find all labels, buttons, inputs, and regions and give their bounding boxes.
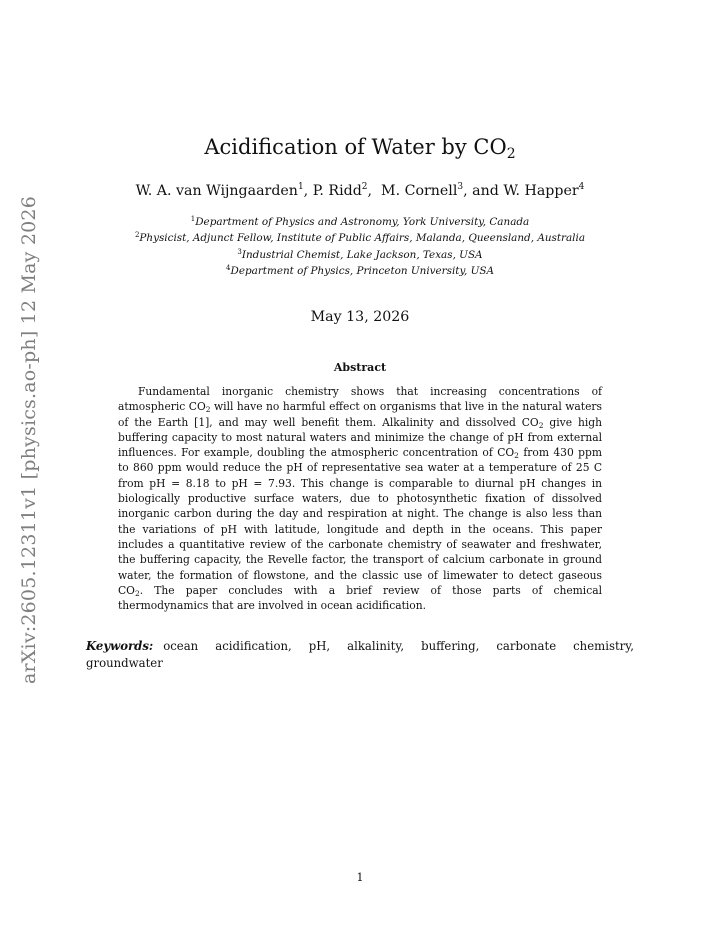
author-affiliation-mark: 3 [457,182,464,192]
subscript: 2 [538,420,544,430]
affiliation-text: Department of Physics and Astronomy, York University, Canada [195,216,530,228]
affiliation-text: Industrial Chemist, Lake Jackson, Texas, USA [241,248,483,261]
abstract-heading: Abstract [333,361,387,374]
author-separator: , and [463,183,504,199]
abstract-text: Fundamental inorganic chemistry shows that increasing concentrations of atmospheric CO [118,385,602,414]
affiliation-line [0,247,720,263]
paper-title [0,133,720,161]
affiliation-mark: 2 [134,231,140,240]
affiliation-mark: 3 [237,247,242,256]
affiliation-line [0,214,720,230]
abstract-text: will have no harmful effect on organisms that live in the natural waters of the Earth [1], and may well benefit them. Alkalinity and dissolved CO [118,400,602,429]
author-list [0,180,720,202]
abstract-paragraph [118,384,602,613]
abstract-body [118,384,602,613]
author-name: W. A. van Wijngaarden [135,183,298,199]
keywords-text: ocean acidification, pH, alkalinity, buffering, carbonate chemistry, groundwater [86,639,634,670]
affiliation-text: Department of Physics, Princeton University, USA [230,264,494,277]
author-name: P. Ridd [312,183,362,199]
author-affiliation-mark: 4 [578,182,585,192]
keywords-block [86,638,634,672]
subscript: 2 [205,405,211,415]
abstract-text: give high buffering capacity to most natural waters and minimize the change of pH from external influences. For example, doubling the atmospheric concentration of CO [118,415,602,460]
keywords-label: Keywords: [86,639,154,653]
author-name: W. Happer [503,183,579,199]
paper-date: May 13, 2026 [310,309,410,325]
title-text: Acidification of Water by CO [204,135,507,159]
abstract-text: . The paper concludes with a brief review of those parts of chemical thermodynamics that are involved in ocean acidification. [118,583,602,613]
author-name: M. Cornell [381,183,458,199]
author-separator: , [303,183,313,199]
title-subscript: 2 [506,146,516,162]
abstract-text: from 430 ppm to 860 ppm would reduce the pH of representative sea water at a temperature of 25 C from pH = 8.18 to pH = 7.93. This change is comparable to diurnal pH changes in biologically productive surface waters, due to photosynthetic fixation of dissolved inorganic carbon during the day and respiration at night. The change is also less than the variations of pH with latitude, longitude and depth in the oceans. This paper includes a quantitative review of the carbonate chemistry of seawater and freshwater, the buffering capacity, the Revelle factor, the transport of calcium carbonate in ground water, the formation of flowstone, and the classic use of limewater to detect gaseous CO [118,446,603,597]
subscript: 2 [134,588,140,598]
arxiv-identifier-stamp: arXiv:2605.12311v1 [physics.ao-ph] 12 May 2026 [18,195,40,684]
author-affiliation-mark: 1 [297,182,304,192]
subscript: 2 [514,451,519,461]
affiliation-mark: 1 [190,215,196,223]
affiliation-mark: 4 [226,263,231,272]
affiliation-line [0,230,720,246]
page-number: 1 [356,871,364,884]
author-separator: , [367,183,382,199]
affiliation-text: Physicist, Adjunct Fellow, Institute of Public Affairs, Malanda, Queensland, Australia [139,232,586,245]
affiliation-line [0,263,720,279]
affiliation-list [0,214,720,279]
author-affiliation-mark: 2 [361,182,368,192]
